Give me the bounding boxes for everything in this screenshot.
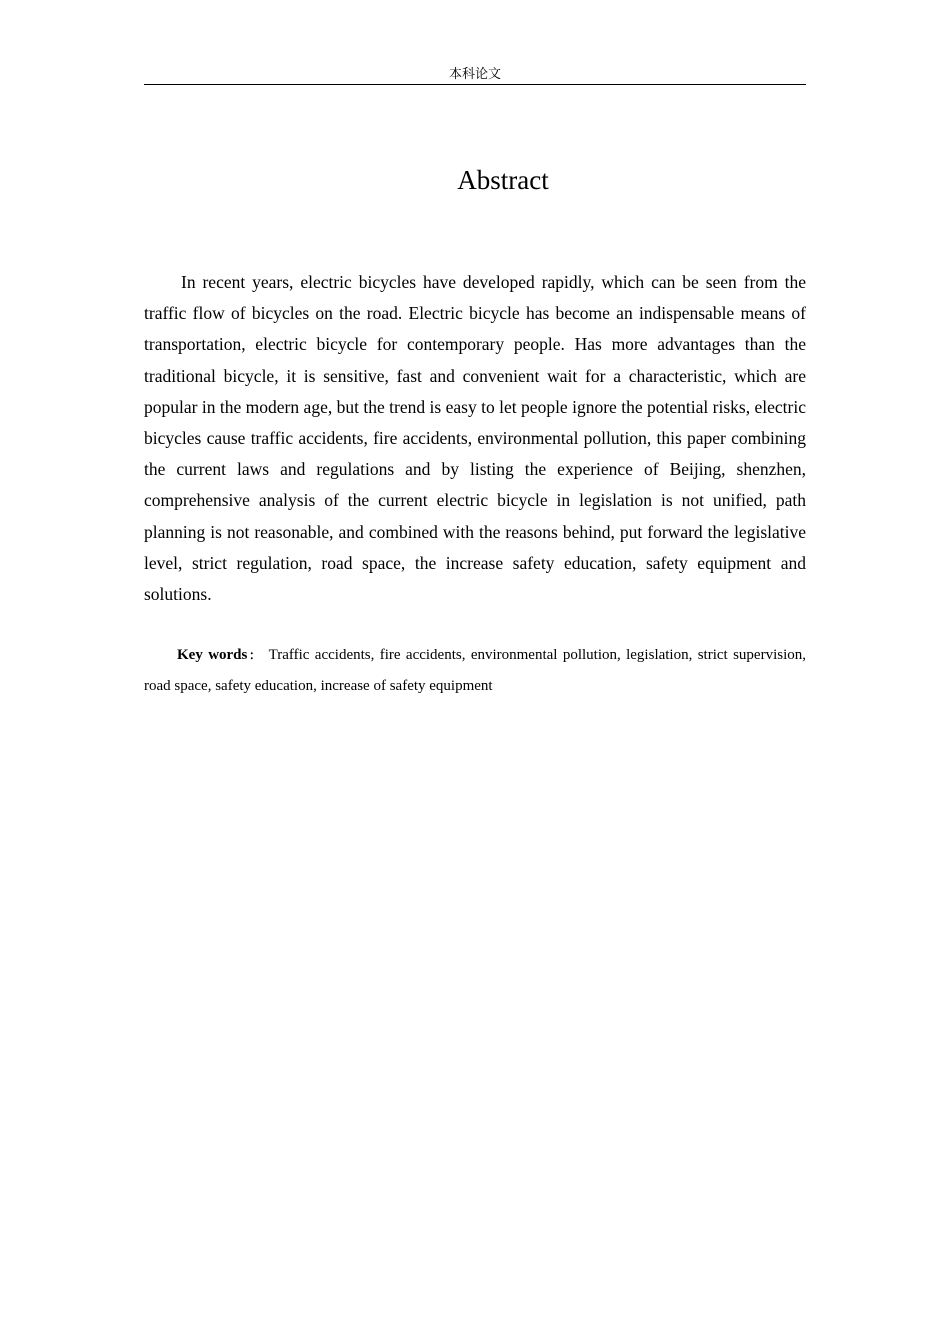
keywords-separator: ： bbox=[247, 648, 263, 662]
abstract-title: Abstract bbox=[457, 165, 549, 195]
keywords-text: Traffic accidents, fire accidents, environmental pollution, legislation, strict supervision, road space, safety education, increase of safety equipment bbox=[144, 647, 806, 694]
abstract-paragraph: In recent years, electric bicycles have developed rapidly, which can be seen from the traffic flow of bicycles on the road. Electric bicycle has become an indispensable means of transportation, electric bicycle for contemporary people. Has more advantages than the traditional bicycle, it is sensitive, fast and convenient wait for a characteristic, which are popular in the modern age, but the trend is easy to let people ignore the potential risks, electric bicycles cause traffic accidents, fire accidents, environmental pollution, this paper combining the current laws and regulations and by listing the experience of Beijing, shenzhen, comprehensive analysis of the current electric bicycle in legislation is not unified, path planning is not reasonable, and combined with the reasons behind, put forward the legislative level, strict regulation, road space, the increase safety education, safety equipment and solutions. bbox=[144, 272, 806, 605]
keywords-paragraph bbox=[144, 640, 806, 702]
page-header: 本科论文 bbox=[144, 66, 806, 85]
keywords-label: Key words bbox=[177, 647, 248, 663]
